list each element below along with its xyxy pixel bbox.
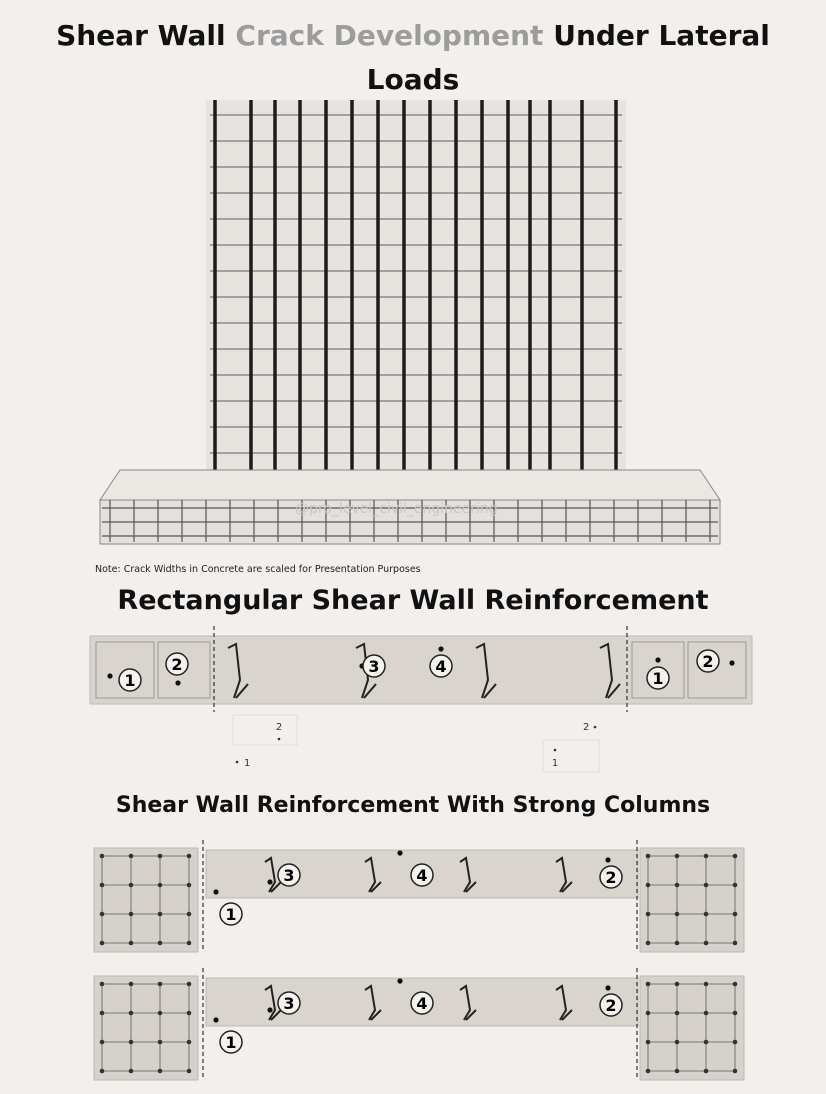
column-bar [100,883,105,888]
marker-label: 1 [225,1033,237,1052]
column-bar [646,1069,651,1074]
faint-label: 1 [244,758,251,769]
column-bar [704,912,709,917]
column-bar [129,1011,134,1016]
rebar-dot [438,646,443,651]
column-bar [675,941,680,946]
column-section [640,848,744,952]
marker-2 [600,994,622,1016]
rectangular-wall-plan [0,620,826,780]
column-bar [100,1011,105,1016]
svg-text:4: 4 [435,657,447,676]
column-bar [129,1069,134,1074]
column-bar [187,912,192,917]
column-bar [733,941,738,946]
rebar-dot [729,660,734,665]
rebar-dot [213,1017,218,1022]
column-bar [129,883,134,888]
column-bar [158,854,163,859]
rebar-dot [655,657,660,662]
column-bar [187,1069,192,1074]
column-bar [675,982,680,987]
column-bar [158,1040,163,1045]
column-bar [187,1040,192,1045]
column-bar [646,912,651,917]
wall-plan-a [94,840,744,952]
rebar-dot [397,850,402,855]
note-text: Note: Crack Widths in Concrete are scaled for Presentation Purposes [95,564,421,575]
column-bar [100,854,105,859]
column-bar [704,1011,709,1016]
column-bar [704,941,709,946]
column-bar [100,1069,105,1074]
column-bar [100,982,105,987]
column-bar [100,1040,105,1045]
column-bar [158,912,163,917]
column-bar [646,1040,651,1045]
column-bar [158,941,163,946]
marker-2 [166,653,188,675]
faint-dot [594,726,597,729]
marker-4 [411,864,433,886]
column-bar [129,941,134,946]
marker-3 [278,992,300,1014]
column-bar [704,1040,709,1045]
column-bar [100,941,105,946]
marker-2 [600,866,622,888]
column-bar [187,982,192,987]
column-bar [187,883,192,888]
faint-label: 1 [551,758,559,769]
marker-label: 3 [283,866,295,885]
title-part-2: Crack Development [235,19,544,52]
column-bar [187,854,192,859]
column-bar [158,982,163,987]
column-bar [129,1040,134,1045]
title-line-2: Loads [366,63,460,96]
column-bar [646,982,651,987]
watermark-text: @pro_level_civil_engineering [295,501,498,517]
faint-box [233,715,297,745]
column-bar [129,912,134,917]
column-bar [129,854,134,859]
section-heading-rectangular: Rectangular Shear Wall Reinforcement [117,585,709,616]
column-bar [675,912,680,917]
column-bar [646,883,651,888]
marker-1 [220,903,242,925]
column-section [94,848,198,952]
title-part-3: Under Lateral [553,19,770,52]
marker-4 [411,992,433,1014]
columns-wall-plans [0,840,826,1090]
faint-label: 2 [583,722,590,733]
wall-panel [206,100,626,500]
column-bar [733,982,738,987]
faint-dot [554,749,557,752]
marker-1 [220,1031,242,1053]
section-heading-columns: Shear Wall Reinforcement With Strong Columns [115,793,711,818]
rebar-dot [107,673,112,678]
svg-text:3: 3 [368,657,380,676]
column-bar [733,883,738,888]
rebar-dot [605,857,610,862]
column-bar [675,1069,680,1074]
column-bar [675,854,680,859]
column-bar [733,1069,738,1074]
rebar-dot [267,1007,272,1012]
rebar-dot [213,889,218,894]
svg-text:1: 1 [652,669,664,688]
marker-2 [697,650,719,672]
column-bar [158,883,163,888]
rebar-dot [605,985,610,990]
column-bar [733,1011,738,1016]
marker-4 [430,655,452,677]
column-bar [733,1040,738,1045]
column-bar [704,854,709,859]
rebar-dot [397,978,402,983]
marker-label: 2 [605,996,617,1015]
faint-dot [236,761,239,764]
column-bar [733,854,738,859]
column-bar [129,982,134,987]
column-bar [158,1011,163,1016]
column-bar [100,912,105,917]
marker-3 [278,864,300,886]
marker-label: 4 [416,994,428,1013]
column-bar [675,1040,680,1045]
marker-3 [363,655,385,677]
column-section [640,976,744,1080]
column-bar [187,1011,192,1016]
column-bar [704,982,709,987]
column-bar [646,854,651,859]
marker-label: 3 [283,994,295,1013]
marker-label: 1 [225,905,237,924]
column-bar [187,941,192,946]
rebar-dot [267,879,272,884]
title-part-1: Shear Wall [56,19,226,52]
rebar-dot [175,680,180,685]
svg-text:2: 2 [171,655,183,674]
column-bar [733,912,738,917]
marker-label: 2 [605,868,617,887]
column-bar [158,1069,163,1074]
wall-plan-b [94,968,744,1080]
marker-label: 4 [416,866,428,885]
column-bar [704,883,709,888]
column-bar [675,883,680,888]
marker-1 [119,669,141,691]
column-bar [704,1069,709,1074]
column-bar [646,941,651,946]
column-section [94,976,198,1080]
column-bar [646,1011,651,1016]
column-bar [675,1011,680,1016]
faint-label: 2 [275,722,283,733]
faint-dot [278,738,281,741]
marker-1 [647,667,669,689]
svg-text:2: 2 [702,652,714,671]
svg-text:1: 1 [124,671,136,690]
